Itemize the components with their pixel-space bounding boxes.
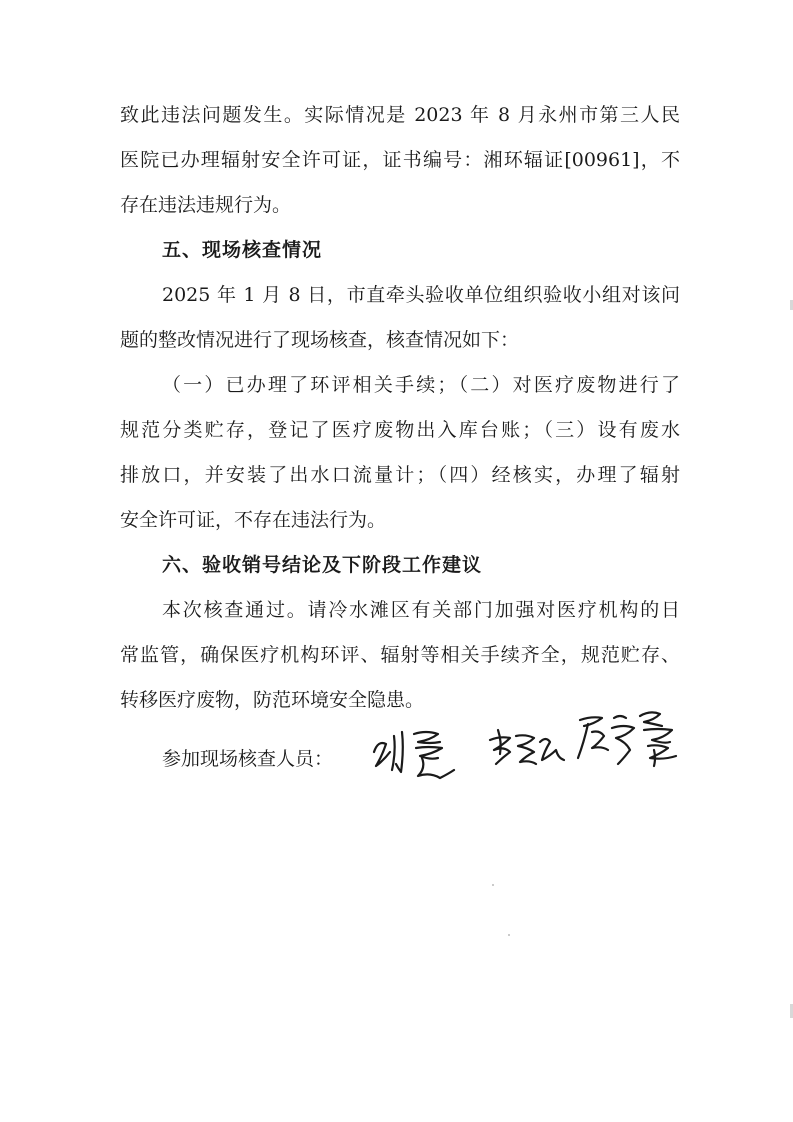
paragraph-line: 2025 年 1 月 8 日，市直牵头验收单位组织验收小组对该问: [162, 284, 680, 306]
paragraph-line: 医院已办理辐射安全许可证，证书编号：湘环辐证[00961]，不: [120, 149, 680, 171]
scan-speck: [508, 934, 510, 936]
paragraph-line: 转移医疗废物，防范环境安全隐患。: [120, 689, 425, 711]
signature-2: [486, 724, 568, 774]
signature-label: 参加现场核查人员：: [162, 748, 334, 770]
signature-3: [574, 702, 686, 772]
paragraph-line: （一）已办理了环评相关手续；（二）对医疗废物进行了: [162, 374, 680, 396]
section-heading-6: 六、验收销号结论及下阶段工作建议: [162, 554, 483, 576]
paragraph-line: 规范分类贮存，登记了医疗废物出入库台账；（三）设有废水: [120, 419, 680, 441]
paragraph-line: 致此违法问题发生。实际情况是 2023 年 8 月永州市第三人民: [120, 104, 680, 126]
paragraph-line: 本次核查通过。请冷水滩区有关部门加强对医疗机构的日: [162, 599, 680, 621]
paragraph-line: 题的整改情况进行了现场核查，核查情况如下：: [120, 329, 520, 351]
paragraph-line: 排放口，并安装了出水口流量计；（四）经核实，办理了辐射: [120, 464, 680, 486]
scan-speck: [492, 884, 494, 886]
section-heading-5: 五、现场核查情况: [162, 239, 323, 261]
signature-1: [368, 722, 460, 782]
paragraph-line: 安全许可证，不存在违法行为。: [120, 509, 387, 531]
paragraph-line: 常监管，确保医疗机构环评、辐射等相关手续齐全，规范贮存、: [120, 644, 680, 666]
paragraph-line: 存在违法违规行为。: [120, 194, 292, 216]
